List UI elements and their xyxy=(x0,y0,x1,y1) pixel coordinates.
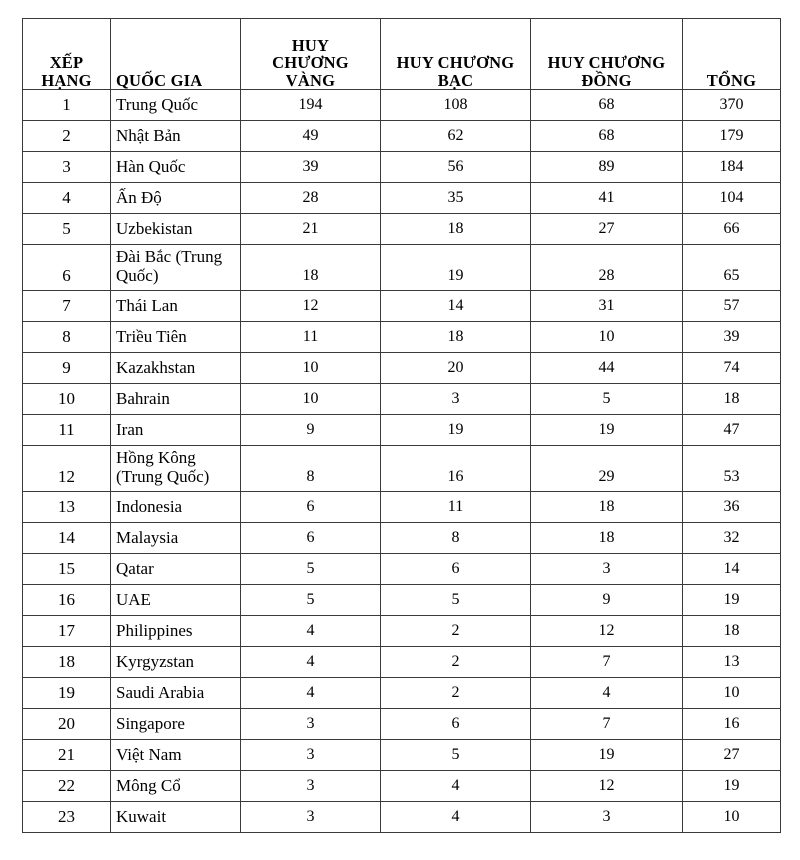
column-header-silver-line-1: HUY CHƯƠNG xyxy=(396,53,515,73)
cell-gold: 3 xyxy=(241,709,381,740)
cell-total: 66 xyxy=(683,214,781,245)
cell-total: 179 xyxy=(683,121,781,152)
table-row xyxy=(23,740,781,771)
cell-bronze: 7 xyxy=(531,709,683,740)
cell-gold: 10 xyxy=(241,384,381,415)
column-header-bronze-line-1: HUY CHƯƠNG xyxy=(547,53,666,73)
table-row xyxy=(23,523,781,554)
cell-rank: 16 xyxy=(23,585,111,616)
cell-nation: Trung Quốc xyxy=(111,90,241,121)
cell-bronze: 89 xyxy=(531,152,683,183)
cell-total: 14 xyxy=(683,554,781,585)
cell-silver: 19 xyxy=(381,415,531,446)
cell-silver: 2 xyxy=(381,616,531,647)
cell-total: 27 xyxy=(683,740,781,771)
cell-rank: 7 xyxy=(23,291,111,322)
cell-bronze: 27 xyxy=(531,214,683,245)
cell-bronze: 4 xyxy=(531,678,683,709)
cell-rank: 1 xyxy=(23,90,111,121)
cell-silver: 11 xyxy=(381,492,531,523)
cell-gold: 18 xyxy=(241,245,381,291)
cell-nation: Philippines xyxy=(111,616,241,647)
table-row xyxy=(23,384,781,415)
cell-silver: 35 xyxy=(381,183,531,214)
cell-total: 19 xyxy=(683,585,781,616)
table-row xyxy=(23,121,781,152)
column-header-rank-line-2: HẠNG xyxy=(41,70,92,90)
cell-gold: 4 xyxy=(241,678,381,709)
table-row xyxy=(23,415,781,446)
cell-gold: 9 xyxy=(241,415,381,446)
cell-silver: 20 xyxy=(381,353,531,384)
cell-total: 57 xyxy=(683,291,781,322)
cell-total: 370 xyxy=(683,90,781,121)
table-row xyxy=(23,353,781,384)
cell-total: 65 xyxy=(683,245,781,291)
cell-gold: 8 xyxy=(241,446,381,492)
column-header-rank xyxy=(23,19,111,90)
cell-silver: 2 xyxy=(381,647,531,678)
cell-total: 19 xyxy=(683,771,781,802)
cell-nation: Kazakhstan xyxy=(111,353,241,384)
cell-total: 53 xyxy=(683,446,781,492)
cell-total: 184 xyxy=(683,152,781,183)
cell-bronze: 31 xyxy=(531,291,683,322)
column-header-bronze xyxy=(531,19,683,90)
table-row xyxy=(23,802,781,833)
cell-gold: 10 xyxy=(241,353,381,384)
cell-nation: Uzbekistan xyxy=(111,214,241,245)
cell-nation: UAE xyxy=(111,585,241,616)
cell-rank: 6 xyxy=(23,245,111,291)
column-header-gold-line-3: VÀNG xyxy=(285,70,336,90)
cell-gold: 3 xyxy=(241,802,381,833)
cell-gold: 4 xyxy=(241,647,381,678)
cell-nation: Ấn Độ xyxy=(111,183,241,214)
header-row xyxy=(23,19,781,90)
table-row xyxy=(23,585,781,616)
cell-nation: Malaysia xyxy=(111,523,241,554)
cell-total: 104 xyxy=(683,183,781,214)
cell-rank: 3 xyxy=(23,152,111,183)
cell-bronze: 12 xyxy=(531,616,683,647)
cell-silver: 18 xyxy=(381,214,531,245)
cell-rank: 21 xyxy=(23,740,111,771)
cell-nation: Triều Tiên xyxy=(111,322,241,353)
cell-rank: 23 xyxy=(23,802,111,833)
cell-rank: 17 xyxy=(23,616,111,647)
cell-bronze: 5 xyxy=(531,384,683,415)
cell-rank: 19 xyxy=(23,678,111,709)
cell-bronze: 28 xyxy=(531,245,683,291)
table-header xyxy=(23,19,781,90)
cell-nation: Saudi Arabia xyxy=(111,678,241,709)
table-row xyxy=(23,678,781,709)
cell-total: 18 xyxy=(683,384,781,415)
table-row xyxy=(23,183,781,214)
cell-nation: Singapore xyxy=(111,709,241,740)
table-row xyxy=(23,709,781,740)
cell-rank: 11 xyxy=(23,415,111,446)
cell-nation: Kyrgyzstan xyxy=(111,647,241,678)
cell-silver: 5 xyxy=(381,585,531,616)
cell-silver: 14 xyxy=(381,291,531,322)
cell-bronze: 12 xyxy=(531,771,683,802)
cell-rank: 22 xyxy=(23,771,111,802)
cell-rank: 10 xyxy=(23,384,111,415)
table-row xyxy=(23,214,781,245)
cell-rank: 8 xyxy=(23,322,111,353)
cell-bronze: 18 xyxy=(531,523,683,554)
cell-bronze: 19 xyxy=(531,415,683,446)
cell-total: 18 xyxy=(683,616,781,647)
table-row xyxy=(23,291,781,322)
cell-gold: 6 xyxy=(241,492,381,523)
cell-nation: Hàn Quốc xyxy=(111,152,241,183)
table-row xyxy=(23,647,781,678)
cell-bronze: 29 xyxy=(531,446,683,492)
cell-bronze: 3 xyxy=(531,554,683,585)
cell-nation: Kuwait xyxy=(111,802,241,833)
cell-nation: Việt Nam xyxy=(111,740,241,771)
cell-rank: 9 xyxy=(23,353,111,384)
table-body xyxy=(23,90,781,833)
cell-silver: 3 xyxy=(381,384,531,415)
cell-gold: 3 xyxy=(241,740,381,771)
cell-bronze: 19 xyxy=(531,740,683,771)
table-row xyxy=(23,245,781,291)
cell-gold: 6 xyxy=(241,523,381,554)
cell-nation: Đài Bắc (Trung Quốc) xyxy=(111,245,241,291)
cell-gold: 5 xyxy=(241,585,381,616)
cell-total: 74 xyxy=(683,353,781,384)
cell-bronze: 68 xyxy=(531,90,683,121)
cell-nation: Hồng Kông (Trung Quốc) xyxy=(111,446,241,492)
cell-silver: 6 xyxy=(381,709,531,740)
medal-standings-table xyxy=(22,18,781,833)
cell-total: 10 xyxy=(683,802,781,833)
cell-bronze: 9 xyxy=(531,585,683,616)
cell-gold: 4 xyxy=(241,616,381,647)
cell-total: 16 xyxy=(683,709,781,740)
table-row xyxy=(23,322,781,353)
cell-silver: 6 xyxy=(381,554,531,585)
cell-bronze: 18 xyxy=(531,492,683,523)
cell-gold: 194 xyxy=(241,90,381,121)
cell-nation: Indonesia xyxy=(111,492,241,523)
cell-total: 39 xyxy=(683,322,781,353)
cell-rank: 20 xyxy=(23,709,111,740)
cell-bronze: 44 xyxy=(531,353,683,384)
column-header-silver xyxy=(381,19,531,90)
cell-bronze: 7 xyxy=(531,647,683,678)
cell-silver: 108 xyxy=(381,90,531,121)
table-row xyxy=(23,152,781,183)
column-header-gold-line-1: HUY xyxy=(291,35,330,55)
column-header-gold-line-2: CHƯƠNG xyxy=(272,53,349,73)
cell-rank: 5 xyxy=(23,214,111,245)
cell-silver: 2 xyxy=(381,678,531,709)
cell-silver: 8 xyxy=(381,523,531,554)
cell-rank: 15 xyxy=(23,554,111,585)
table-row xyxy=(23,90,781,121)
cell-silver: 56 xyxy=(381,152,531,183)
cell-gold: 49 xyxy=(241,121,381,152)
cell-total: 32 xyxy=(683,523,781,554)
cell-total: 13 xyxy=(683,647,781,678)
cell-rank: 2 xyxy=(23,121,111,152)
table-row xyxy=(23,771,781,802)
cell-gold: 39 xyxy=(241,152,381,183)
cell-total: 10 xyxy=(683,678,781,709)
cell-bronze: 3 xyxy=(531,802,683,833)
cell-rank: 12 xyxy=(23,446,111,492)
cell-rank: 4 xyxy=(23,183,111,214)
cell-total: 36 xyxy=(683,492,781,523)
cell-rank: 18 xyxy=(23,647,111,678)
column-header-nation-line-1: QUỐC GIA xyxy=(116,70,203,90)
column-header-silver-line-2: BẠC xyxy=(437,70,474,90)
cell-nation: Thái Lan xyxy=(111,291,241,322)
cell-rank: 13 xyxy=(23,492,111,523)
column-header-nation xyxy=(111,19,241,90)
cell-nation: Mông Cổ xyxy=(111,771,241,802)
cell-gold: 5 xyxy=(241,554,381,585)
cell-silver: 5 xyxy=(381,740,531,771)
table-row xyxy=(23,616,781,647)
cell-nation: Qatar xyxy=(111,554,241,585)
cell-silver: 18 xyxy=(381,322,531,353)
cell-silver: 62 xyxy=(381,121,531,152)
column-header-total xyxy=(683,19,781,90)
cell-nation: Bahrain xyxy=(111,384,241,415)
table-row xyxy=(23,492,781,523)
cell-gold: 28 xyxy=(241,183,381,214)
table-row xyxy=(23,446,781,492)
column-header-rank-line-1: XẾP xyxy=(49,53,84,73)
column-header-total-line-1: TỔNG xyxy=(706,70,757,90)
cell-gold: 21 xyxy=(241,214,381,245)
cell-total: 47 xyxy=(683,415,781,446)
cell-rank: 14 xyxy=(23,523,111,554)
cell-silver: 16 xyxy=(381,446,531,492)
cell-silver: 4 xyxy=(381,802,531,833)
cell-gold: 3 xyxy=(241,771,381,802)
cell-silver: 4 xyxy=(381,771,531,802)
cell-bronze: 68 xyxy=(531,121,683,152)
cell-gold: 12 xyxy=(241,291,381,322)
cell-gold: 11 xyxy=(241,322,381,353)
table-row xyxy=(23,554,781,585)
cell-nation: Iran xyxy=(111,415,241,446)
cell-nation: Nhật Bản xyxy=(111,121,241,152)
cell-silver: 19 xyxy=(381,245,531,291)
cell-bronze: 10 xyxy=(531,322,683,353)
column-header-bronze-line-2: ĐỒNG xyxy=(581,70,632,90)
cell-bronze: 41 xyxy=(531,183,683,214)
column-header-gold xyxy=(241,19,381,90)
